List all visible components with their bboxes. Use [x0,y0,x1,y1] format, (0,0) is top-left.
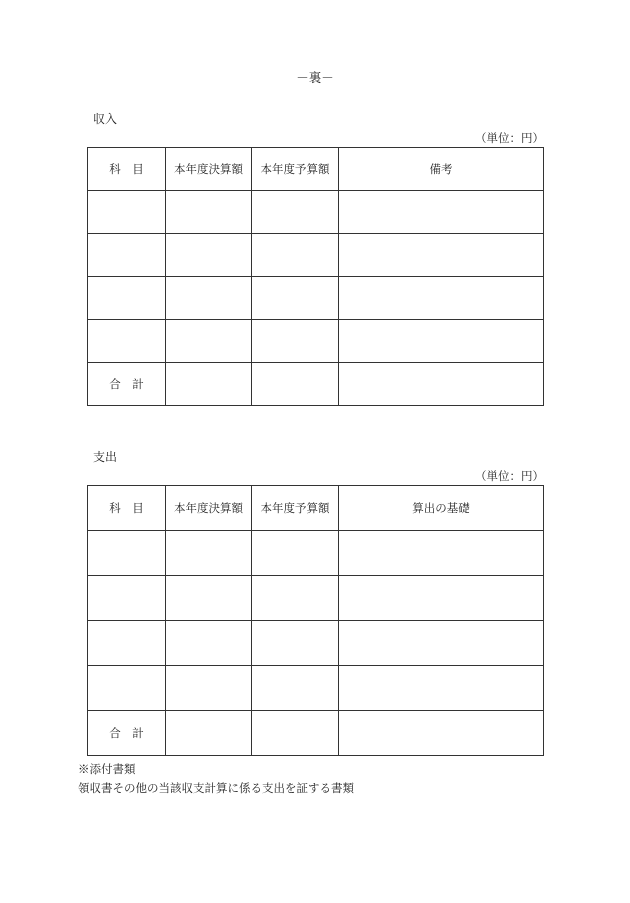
expense-cell[interactable] [252,666,339,711]
income-total-label: 合 計 [88,363,166,406]
table-row [88,277,544,320]
expense-cell[interactable] [252,576,339,621]
income-cell[interactable] [252,320,339,363]
income-cell[interactable] [166,191,252,234]
expense-cell[interactable] [166,531,252,576]
expense-cell[interactable] [252,711,339,756]
income-cell[interactable] [88,320,166,363]
expense-table [87,485,544,756]
expense-cell[interactable] [88,576,166,621]
income-cell[interactable] [88,234,166,277]
expense-cell[interactable] [339,711,544,756]
income-header-subject: 科 目 [88,148,166,191]
income-cell[interactable] [252,363,339,406]
income-cell[interactable] [339,320,544,363]
income-section-label: 収入 [93,112,118,126]
income-cell[interactable] [166,363,252,406]
table-row [88,191,544,234]
expense-header-row [88,486,544,531]
income-cell[interactable] [166,234,252,277]
page-title: －裏－ [296,70,334,85]
table-row [88,234,544,277]
attachment-text: 領収書その他の当該収支計算に係る支出を証する書類 [78,781,354,795]
expense-unit-label: （単位：円） [475,469,544,483]
expense-cell[interactable] [166,621,252,666]
expense-cell[interactable] [252,531,339,576]
income-cell[interactable] [252,234,339,277]
income-table [87,147,544,406]
table-row [88,621,544,666]
income-header-remarks: 備考 [339,148,544,191]
expense-cell[interactable] [88,531,166,576]
income-cell[interactable] [166,277,252,320]
income-cell[interactable] [252,277,339,320]
income-cell[interactable] [252,191,339,234]
expense-cell[interactable] [166,576,252,621]
table-row [88,576,544,621]
expense-cell[interactable] [252,621,339,666]
income-cell[interactable] [339,363,544,406]
income-total-row [88,363,544,406]
income-header-current-budget: 本年度予算額 [252,148,339,191]
income-cell[interactable] [166,320,252,363]
income-header-current-settlement: 本年度決算額 [166,148,252,191]
expense-cell[interactable] [166,711,252,756]
income-cell[interactable] [339,191,544,234]
income-cell[interactable] [339,234,544,277]
expense-cell[interactable] [339,621,544,666]
income-cell[interactable] [339,277,544,320]
expense-cell[interactable] [88,621,166,666]
expense-total-label: 合 計 [88,711,166,756]
expense-total-row [88,711,544,756]
attachment-heading: ※添付書類 [78,762,136,776]
income-header-row [88,148,544,191]
expense-cell[interactable] [88,666,166,711]
expense-cell[interactable] [339,531,544,576]
expense-header-current-settlement: 本年度決算額 [166,486,252,531]
table-row [88,531,544,576]
expense-header-calculation-basis: 算出の基礎 [339,486,544,531]
expense-section-label: 支出 [93,450,118,464]
expense-header-subject: 科 目 [88,486,166,531]
expense-cell[interactable] [339,576,544,621]
table-row [88,666,544,711]
table-row [88,320,544,363]
income-cell[interactable] [88,191,166,234]
income-unit-label: （単位：円） [475,131,544,145]
expense-cell[interactable] [166,666,252,711]
expense-header-current-budget: 本年度予算額 [252,486,339,531]
expense-cell[interactable] [339,666,544,711]
income-cell[interactable] [88,277,166,320]
